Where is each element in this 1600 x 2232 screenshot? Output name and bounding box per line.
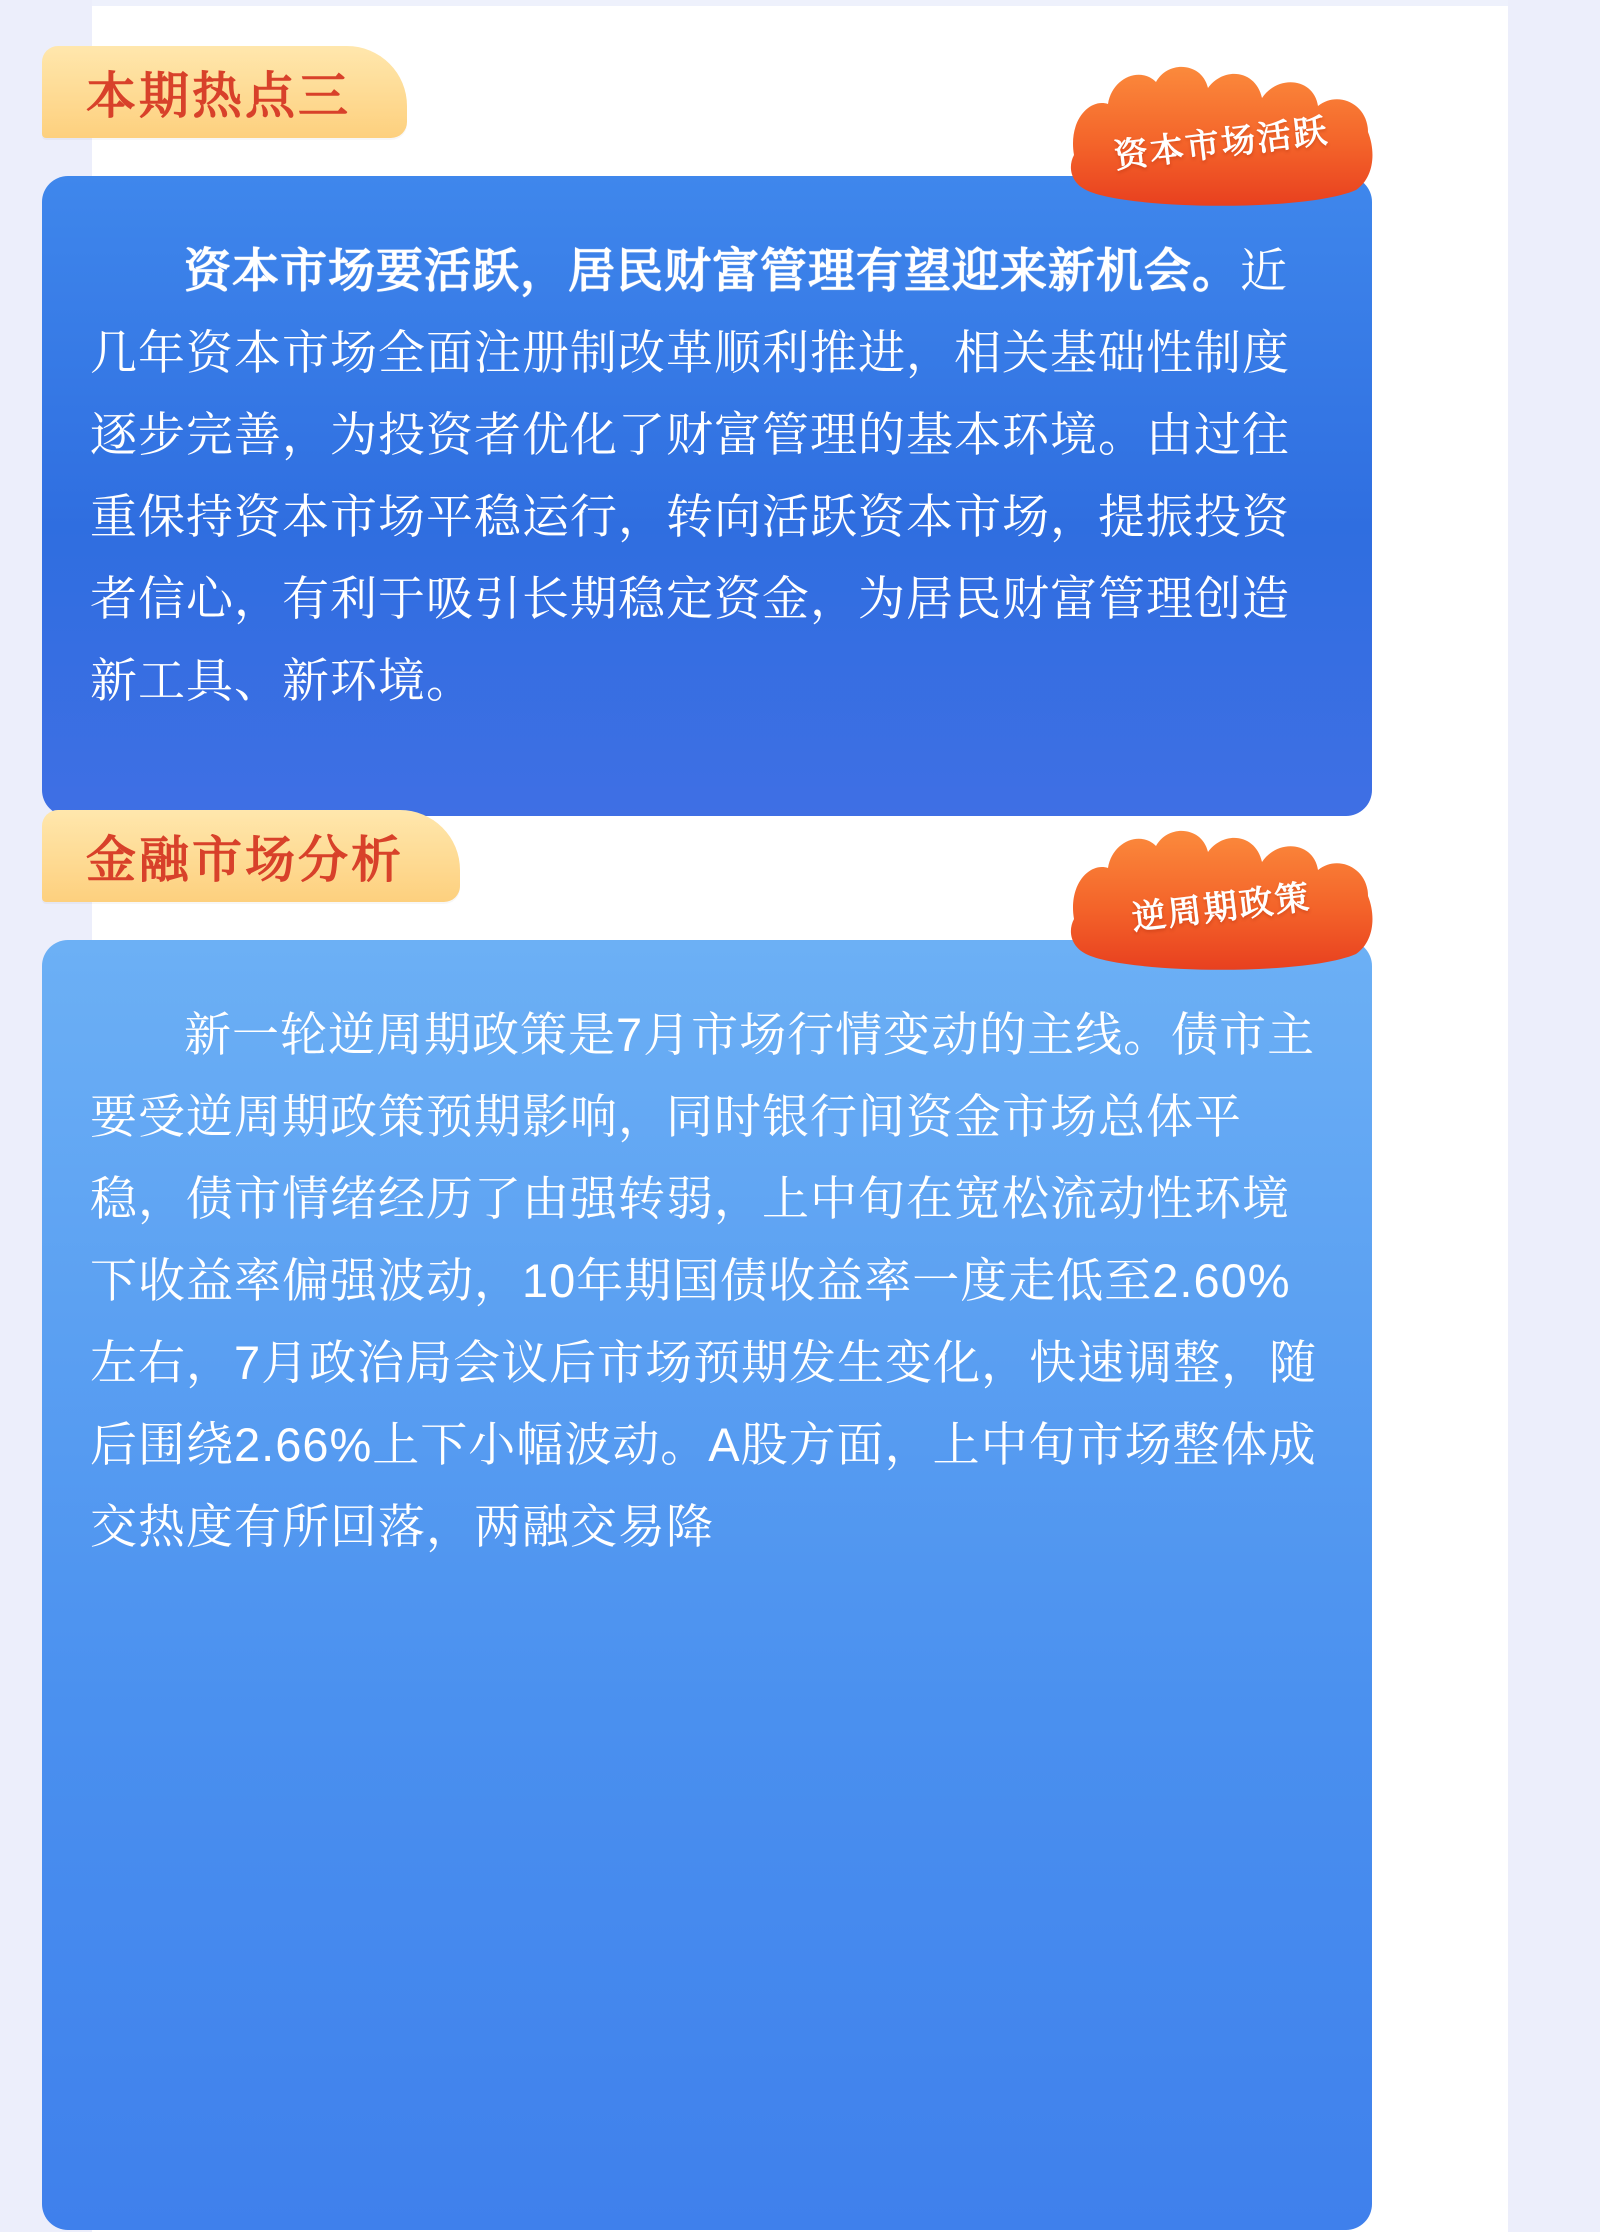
section-hot3-ribbon bbox=[42, 46, 407, 138]
section-analysis-ribbon bbox=[42, 810, 460, 902]
section-hot3-title: 本期热点三 bbox=[86, 68, 351, 124]
top-divider bbox=[92, 0, 1508, 6]
section-hot3-rest: 近几年资本市场全面注册制改革顺利推进，相关基础性制度逐步完善，为投资者优化了财富管理的基本环境。由过往重保持资本市场平稳运行，转向活跃资本市场，提振投资者信心，有利于吸引长期稳定资金，为居民财富管理创造新工具、新环境。 bbox=[90, 244, 1290, 707]
flame-badge-hot3-label: 资本市场活跃 bbox=[1111, 111, 1331, 176]
flame-badge-analysis bbox=[1056, 824, 1386, 972]
section-hot3-lead: 资本市场要活跃，居民财富管理有望迎来新机会。 bbox=[184, 244, 1240, 297]
section-analysis-body bbox=[42, 940, 1372, 2230]
section-analysis-paragraph bbox=[90, 994, 1324, 1568]
section-hot3-paragraph bbox=[90, 230, 1324, 722]
section-analysis-rest: 新一轮逆周期政策是7月市场行情变动的主线。债市主要受逆周期政策预期影响，同时银行间资金市场总体平稳，债市情绪经历了由强转弱，上中旬在宽松流动性环境下收益率偏强波动，10年期国债收益率一度走低至2.60%左右，7月政治局会议后市场预期发生变化，快速调整，随后围绕2.66%上下小幅波动。A股方面，上中旬市场整体成交热度有所回落，两融交易降 bbox=[90, 1008, 1318, 1553]
flame-badge-analysis-label: 逆周期政策 bbox=[1129, 878, 1314, 938]
section-hot3-body bbox=[42, 176, 1372, 816]
flame-badge-hot3 bbox=[1056, 60, 1386, 208]
section-analysis-title: 金融市场分析 bbox=[86, 832, 404, 888]
